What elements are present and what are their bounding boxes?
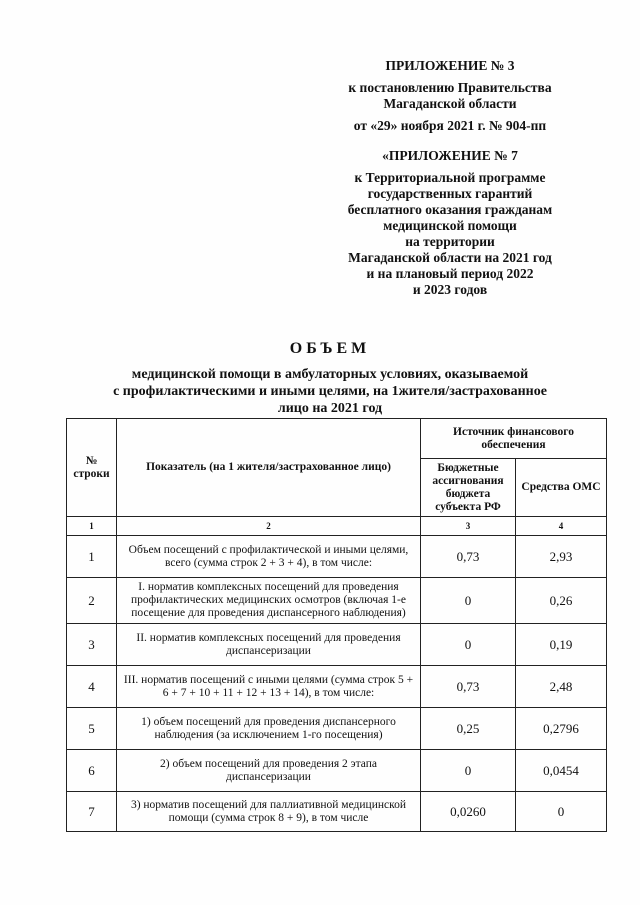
row-number: 4	[67, 666, 117, 708]
appendix-7-number: «ПРИЛОЖЕНИЕ № 7	[382, 148, 518, 163]
document-title	[80, 340, 580, 417]
row-budget-value: 0,73	[421, 536, 516, 578]
row-oms-value: 0,0454	[516, 750, 607, 792]
resolution-line: к постановлению Правительства	[348, 80, 552, 95]
row-oms-value: 0	[516, 792, 607, 832]
table-row	[67, 624, 607, 666]
table-row	[67, 792, 607, 832]
header-oms: Средства ОМС	[516, 459, 607, 517]
row-budget-value: 0,73	[421, 666, 516, 708]
column-number-row	[67, 517, 607, 536]
table-row	[67, 578, 607, 624]
program-line: Магаданской области на 2021 год	[348, 250, 552, 265]
row-budget-value: 0	[421, 578, 516, 624]
row-indicator: I. норматив комплексных посещений для проведения профилактических медицинских осмотров (включая 1-е посещение для проведения диспансерного наблюдения)	[117, 578, 421, 624]
title-sub: медицинской помощи в амбулаторных условиях, оказываемой	[131, 367, 529, 382]
row-number: 5	[67, 708, 117, 750]
row-budget-value: 0	[421, 624, 516, 666]
row-indicator: II. норматив комплексных посещений для проведения диспансеризации	[117, 624, 421, 666]
header-indicator: Показатель (на 1 жителя/застрахованное лицо)	[117, 419, 421, 517]
table-row	[67, 536, 607, 578]
row-number: 7	[67, 792, 117, 832]
appendix-number: ПРИЛОЖЕНИЕ № 3	[385, 58, 515, 73]
header-funding-source: Источник финансового обеспечения	[421, 419, 607, 459]
program-line: медицинской помощи	[383, 218, 517, 233]
table-row	[67, 708, 607, 750]
row-budget-value: 0	[421, 750, 516, 792]
program-line: к Территориальной программе	[354, 170, 546, 185]
row-oms-value: 2,48	[516, 666, 607, 708]
program-line: бесплатного оказания гражданам	[347, 202, 553, 217]
header-row-number: № строки	[67, 419, 117, 517]
row-number: 6	[67, 750, 117, 792]
column-number: 1	[67, 517, 117, 536]
resolution-date: от «29» ноября 2021 г. № 904-пп	[353, 118, 547, 133]
row-oms-value: 0,19	[516, 624, 607, 666]
title-sub: лицо на 2021 год	[277, 401, 383, 416]
row-indicator: 1) объем посещений для проведения диспансерного наблюдения (за исключением 1-го посещения)	[117, 708, 421, 750]
program-line: на территории	[405, 234, 495, 249]
row-oms-value: 2,93	[516, 536, 607, 578]
row-budget-value: 0,25	[421, 708, 516, 750]
table-row	[67, 750, 607, 792]
header-budget: Бюджетные ассигнования бюджета субъекта РФ	[421, 459, 516, 517]
appendix-header	[330, 58, 570, 298]
row-indicator: Объем посещений с профилактической и иными целями, всего (сумма строк 2 + 3 + 4), в том числе:	[117, 536, 421, 578]
volume-table	[66, 418, 607, 832]
row-oms-value: 0,26	[516, 578, 607, 624]
program-line: и на плановый период 2022	[366, 266, 534, 281]
resolution-line: Магаданской области	[383, 96, 517, 111]
title-sub: с профилактическими и иными целями, на 1жителя/застрахованное	[113, 384, 547, 399]
row-indicator: 3) норматив посещений для паллиативной медицинской помощи (сумма строк 8 + 9), в том числе	[117, 792, 421, 832]
column-number: 3	[421, 517, 516, 536]
program-line: и 2023 годов	[412, 282, 488, 297]
row-number: 1	[67, 536, 117, 578]
row-number: 3	[67, 624, 117, 666]
row-indicator: 2) объем посещений для проведения 2 этапа диспансеризации	[117, 750, 421, 792]
table-row	[67, 666, 607, 708]
column-number: 2	[117, 517, 421, 536]
row-number: 2	[67, 578, 117, 624]
column-number: 4	[516, 517, 607, 536]
row-budget-value: 0,0260	[421, 792, 516, 832]
title-main: ОБЪЕМ	[289, 340, 371, 357]
row-indicator: III. норматив посещений с иными целями (сумма строк 5 + 6 + 7 + 10 + 11 + 12 + 13 + 14), в том числе:	[117, 666, 421, 708]
row-oms-value: 0,2796	[516, 708, 607, 750]
program-line: государственных гарантий	[367, 186, 533, 201]
